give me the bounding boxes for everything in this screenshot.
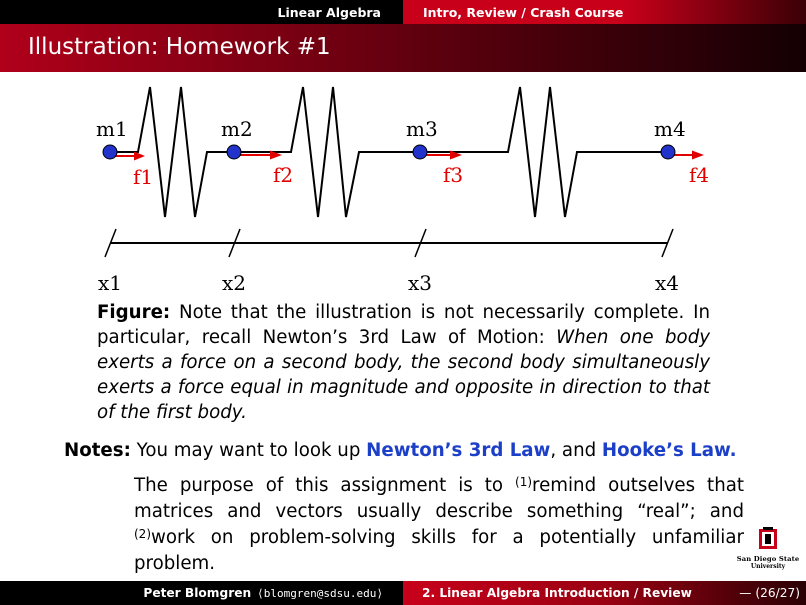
force-label-2: f2: [273, 163, 294, 187]
force-label-3: f3: [443, 163, 464, 187]
footer-right: [403, 581, 806, 605]
frame-title-bar: [0, 24, 806, 72]
notes-line: [64, 438, 744, 463]
footer-left: [0, 581, 403, 605]
header-section-left[interactable]: Linear Algebra: [277, 4, 381, 20]
mass-label-1: m1: [96, 117, 128, 141]
logo-line-2: University: [750, 563, 786, 570]
force-label-1: f1: [133, 165, 154, 189]
mass-label-2: m2: [221, 117, 253, 141]
notes-text-mid: , and: [550, 440, 602, 461]
mass-1-dot: [103, 145, 117, 159]
logo-line-1: San Diego State: [736, 555, 800, 563]
caption-label: Figure:: [97, 302, 171, 323]
footer-page-number: — (26/27): [739, 586, 800, 600]
footer-bar: [0, 581, 806, 605]
newtons-law-link[interactable]: Newton’s 3rd Law: [366, 440, 551, 461]
figure-caption: [97, 300, 710, 425]
footer-email: ⟨blomgren@sdsu.edu⟩: [257, 586, 383, 600]
mass-label-3: m3: [406, 117, 438, 141]
position-label-2: x2: [222, 271, 247, 295]
spring-line: [110, 87, 668, 217]
header-left: [0, 0, 403, 24]
mass-3-dot: [413, 145, 427, 159]
position-label-4: x4: [655, 271, 680, 295]
spring-mass-figure: [0, 72, 806, 300]
footer-title: 2. Linear Algebra Introduction / Review: [422, 586, 692, 600]
mass-2-dot: [227, 145, 241, 159]
header-section-right[interactable]: Intro, Review / Crash Course: [423, 4, 624, 20]
caption-italic-text: When one body exerts a force on a second body, the second body simultaneously exerts a force equal in magnitude and opposite in direction to that of the first body.: [97, 327, 710, 423]
notes-label: Notes:: [64, 440, 131, 461]
notes-para-1: The purpose of this assignment is to: [134, 475, 516, 496]
university-logo: [736, 527, 800, 570]
position-label-3: x3: [408, 271, 433, 295]
notes-para-2: remind outselves that matrices and vectors usually describe something “real”; and: [134, 475, 744, 522]
footer-author: Peter Blomgren: [143, 586, 252, 600]
position-label-1: x1: [98, 271, 123, 295]
hookes-law-link[interactable]: Hooke’s Law.: [601, 440, 737, 461]
notes-para-3: work on problem-solving skills for a potentially unfamiliar problem.: [134, 527, 744, 574]
force-label-4: f4: [689, 163, 710, 187]
frame-title: Illustration: Homework #1: [28, 34, 331, 60]
mass-label-4: m4: [654, 117, 686, 141]
sdsu-emblem-icon: [757, 527, 779, 551]
header-bar: [0, 0, 806, 24]
notes-sup-2: (2): [134, 527, 151, 541]
notes-paragraph: [134, 473, 744, 577]
notes-sup-1: (1): [515, 475, 533, 489]
caption-text: Note that the illustration is not necessarily complete. In particular, recall Newton’s 3rd Law of Motion:: [97, 302, 710, 348]
mass-4-dot: [661, 145, 675, 159]
header-right: [403, 0, 806, 24]
notes-text-start: You may want to look up: [130, 440, 367, 461]
